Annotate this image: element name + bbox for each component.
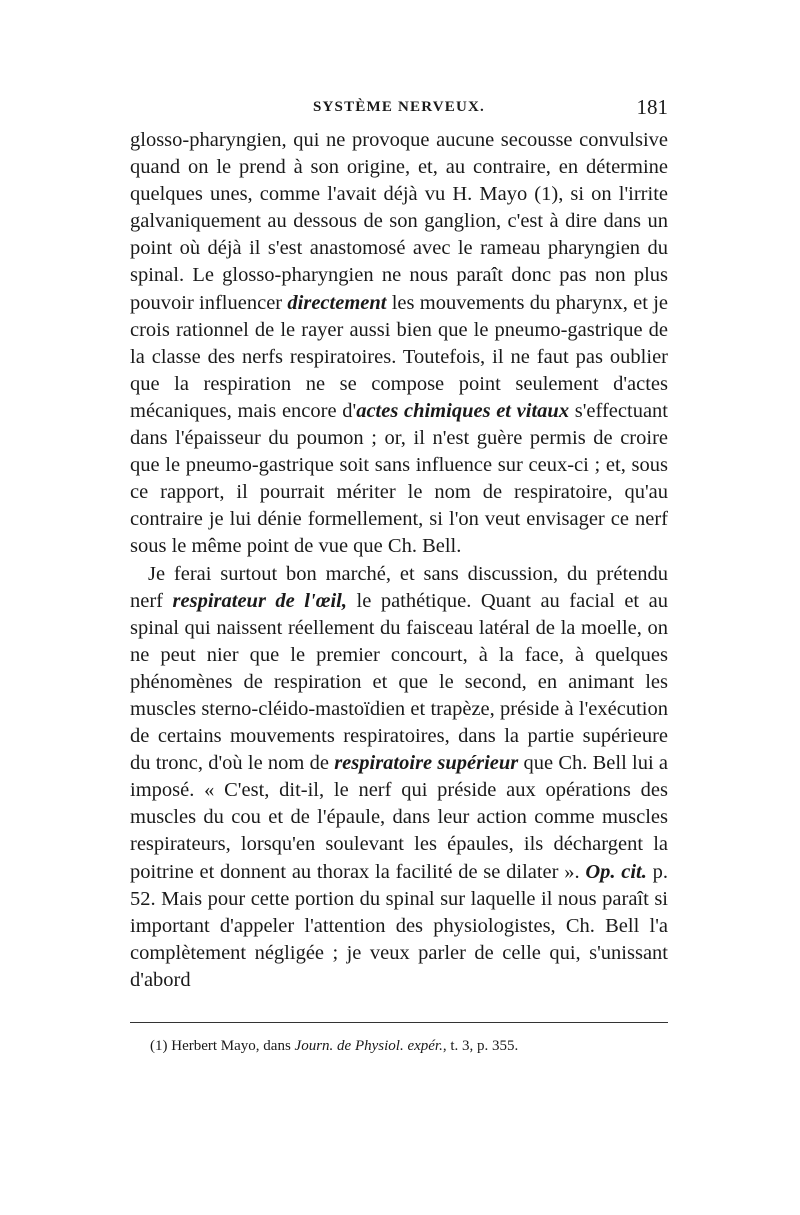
text-run: que Ch. Bell lui a imposé. « C'est, dit-il, le nerf qui préside aux opérations des muscles du cou et de l'épaule, dans leur action comme muscles respirateurs, lorsqu'en soulevant les épaules, ils déchargent la poitrine et donnent au thorax la facilité de se dilater ». — [130, 752, 668, 883]
text-run: glosso-pharyngien, qui ne provoque aucune secousse convulsive quand on le prend à son origine, et, au contraire, en détermine quelques unes, comme l'avait déjà vu H. Mayo (1), si on l'irrite galvaniquement au dessous de son ganglion, c'est à dire dans un point où déjà il s'est anastomosé avec le rameau pharyngien du spinal. Le glosso-pharyngien ne nous paraît donc pas non plus pouvoir influencer — [130, 129, 668, 314]
text-run: s'effectuant dans l'épaisseur du poumon ; or, il n'est guère permis de croire que le pneumo-gastrique soit sans influence sur ceux-ci ; et, sous ce rapport, il pourrait mériter le nom de respiratoire, qu'au contraire je lui dénie formellement, si l'on veut envisager ce nerf sous le même point de vue que Ch. Bell. — [130, 399, 668, 558]
text-run: Je ferai surtout bon marché, et sans discussion, du prétendu nerf — [130, 562, 668, 612]
italic-term: directement — [287, 291, 387, 314]
footnote-journal: Journ. de Physiol. expér. — [294, 1038, 443, 1054]
paragraph-2 — [130, 561, 668, 995]
footnote-text: , t. 3, p. 355. — [442, 1038, 519, 1054]
italic-term: respiratoire supérieur — [334, 752, 519, 775]
footnote — [150, 1036, 668, 1056]
text-run: les mouvements du pharynx, et je crois rationnel de le rayer aussi bien que le pneumo-gastrique de la classe des nerfs respiratoires. Toutefois, il ne faut pas oublier que la respiration ne se compose point seulement d'actes mécaniques, mais encore d' — [130, 291, 668, 422]
footnote-rule — [130, 1022, 668, 1023]
page-number: 181 — [636, 95, 668, 119]
italic-term: actes chimiques et vitaux — [356, 399, 570, 422]
italic-citation: Op. cit. — [585, 860, 647, 883]
paragraph-1 — [130, 127, 668, 561]
running-title: SYSTÈME NERVEUX. — [312, 99, 486, 115]
footnote-text: (1) Herbert Mayo, dans — [150, 1038, 295, 1054]
text-run: le pathétique. Quant au facial et au spinal qui naissent réellement du faisceau latéral de la moelle, on ne peut nier que le premier concourt, à la face, à quelques phénomènes de respiration et que le second, en animant les muscles sterno-cléido-mastoïdien et trapèze, préside à l'exécution de certains mouvements respiratoires, dans la partie supérieure du tronc, d'où le nom de — [130, 589, 668, 775]
page-header — [130, 95, 668, 123]
italic-term: respirateur de l'œil, — [172, 589, 347, 612]
body-text — [130, 127, 668, 994]
text-run: p. 52. Mais pour cette portion du spinal sur laquelle il nous paraît si important d'appeler l'attention des physiologistes, Ch. Bell l'a complètement négligée ; je veux parler de celle qui, s'unissant d'abord — [130, 860, 669, 991]
